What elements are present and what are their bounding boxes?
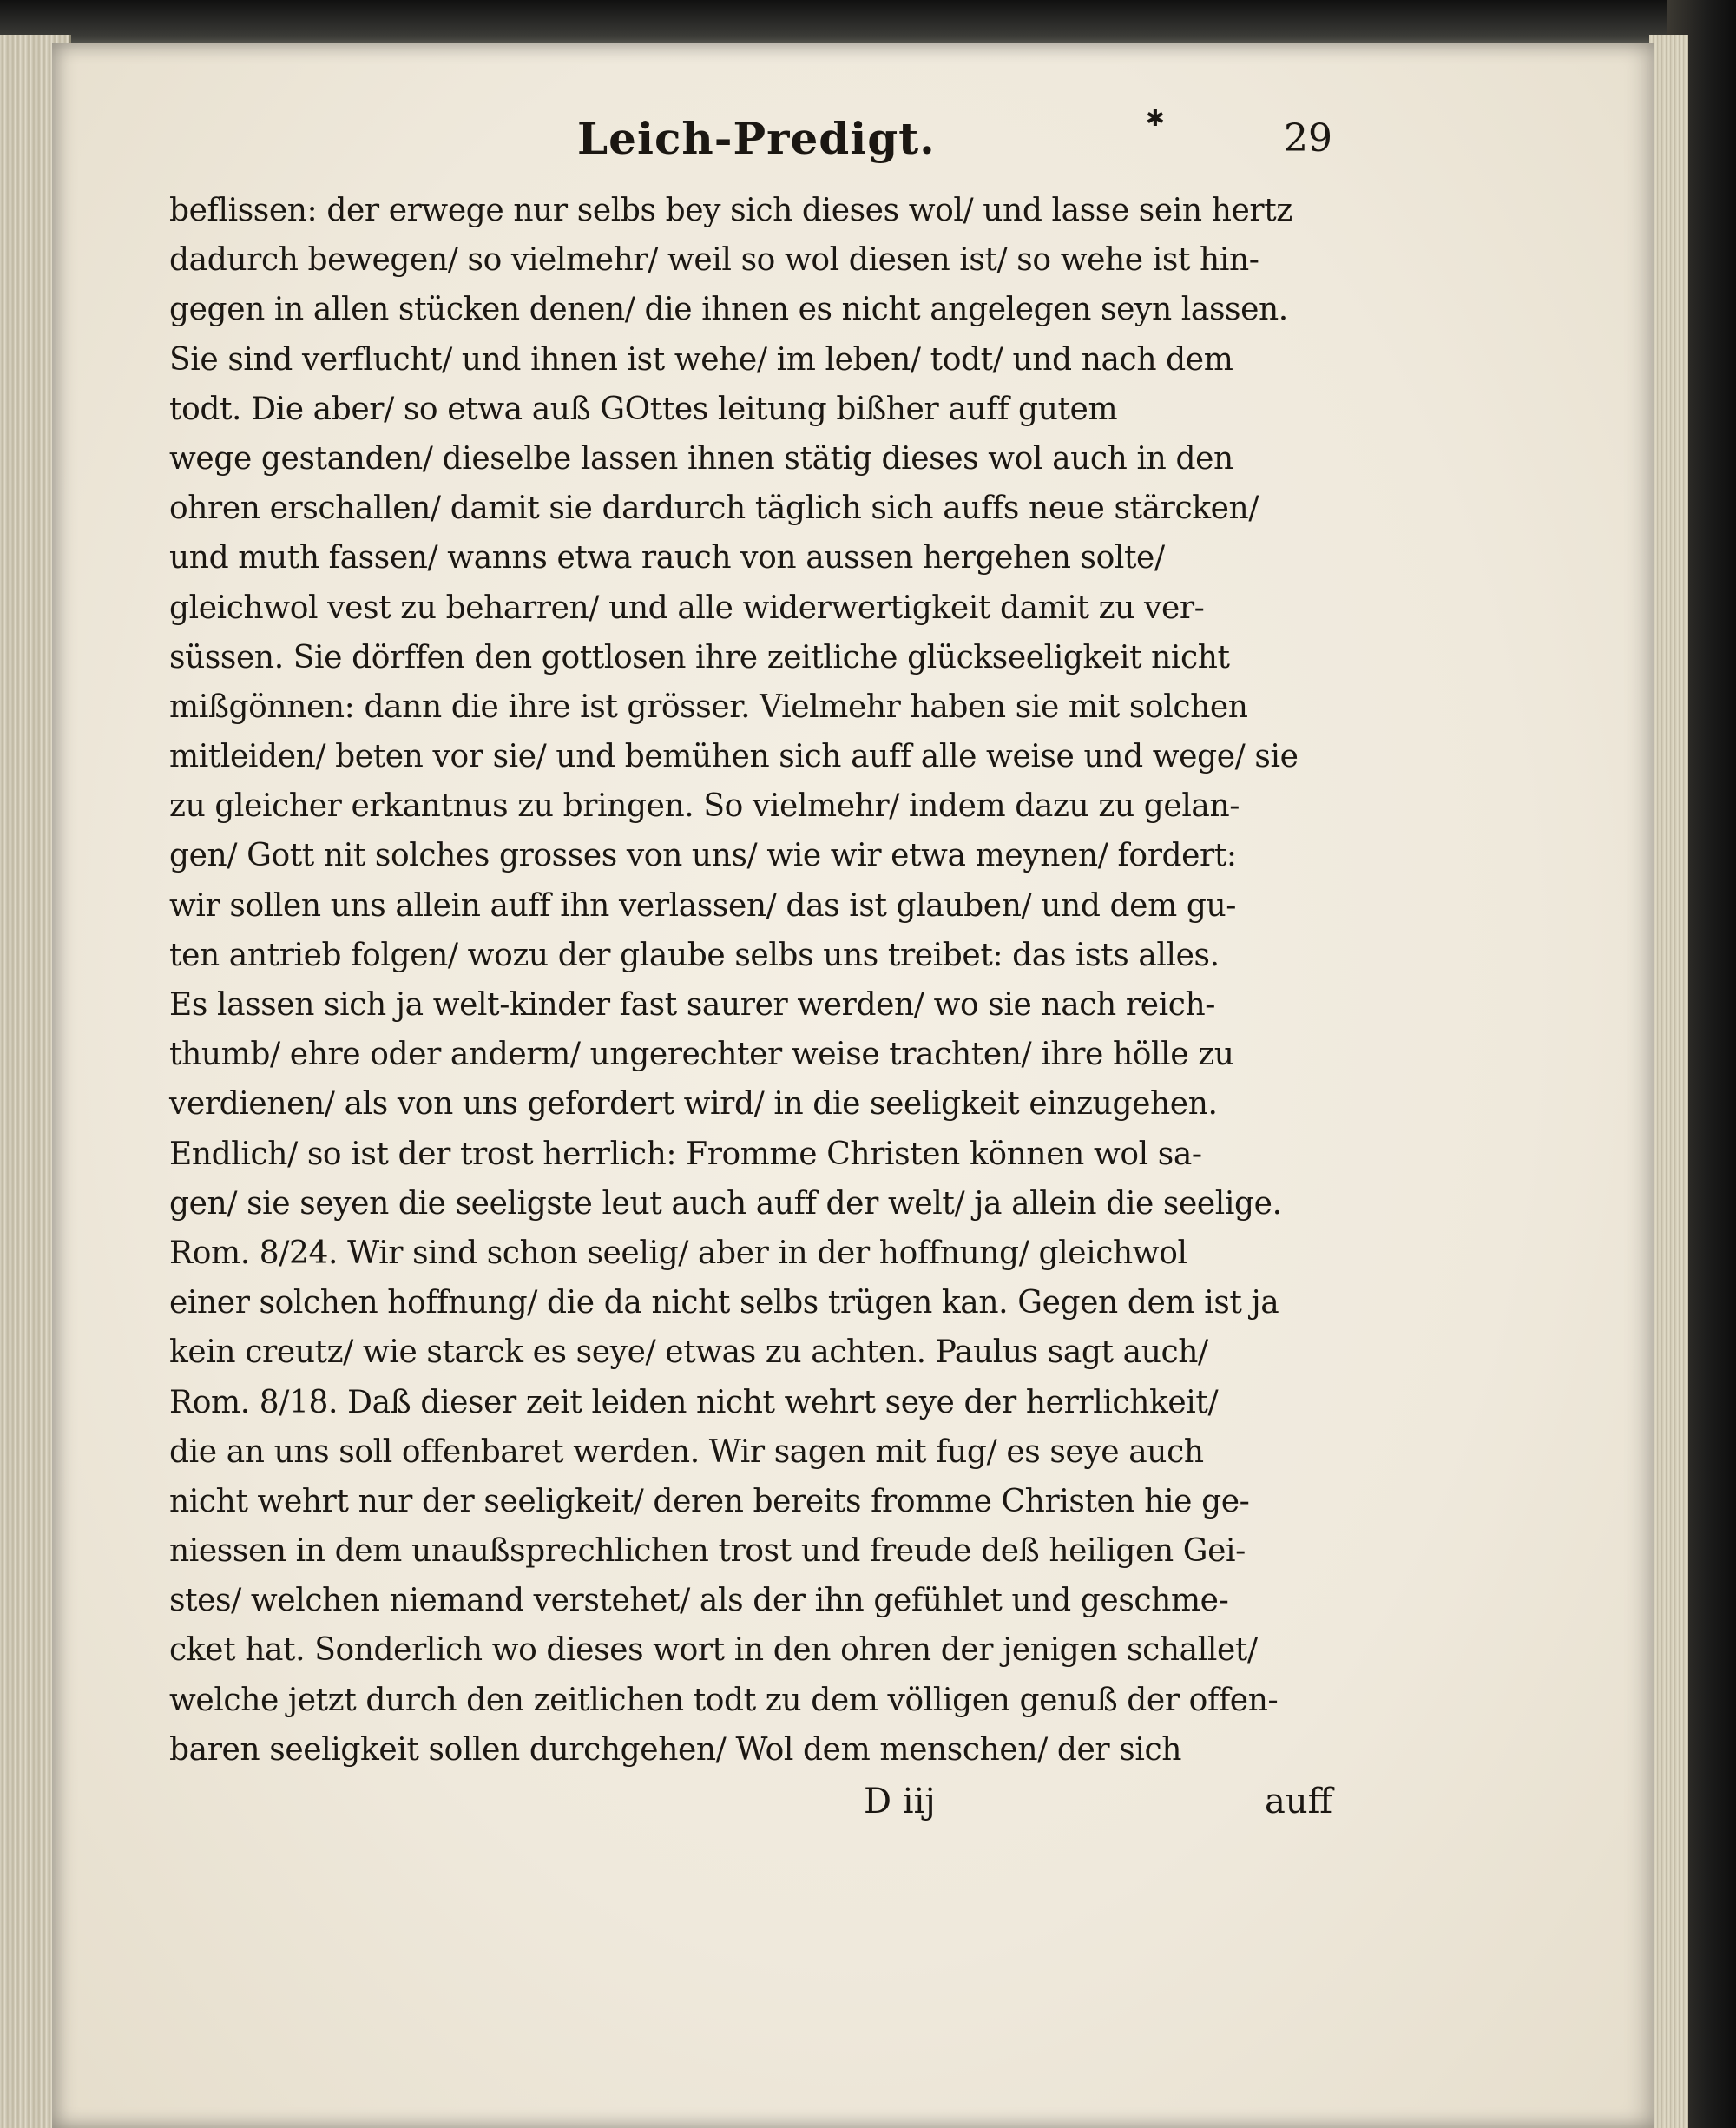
text-line: gleichwol vest zu beharren/ und alle widerwertigkeit damit zu ver- <box>169 590 1205 626</box>
text-line: baren seeligkeit sollen durchgehen/ Wol dem menschen/ der sich <box>169 1731 1182 1768</box>
text-line: gegen in allen stücken denen/ die ihnen es nicht angelegen seyn lassen. <box>169 292 1288 328</box>
text-line: ten antrieb folgen/ wozu der glaube selbs uns treibet: das ists alles. <box>169 937 1220 973</box>
text-line: kein creutz/ wie starck es seye/ etwas zu achten. Paulus sagt auch/ <box>169 1334 1208 1371</box>
page-stack-right <box>1649 35 1688 2128</box>
text-line: ohren erschallen/ damit sie dardurch täglich sich auffs neue stärcken/ <box>169 491 1259 527</box>
text-line: und muth fassen/ wanns etwa rauch von aussen hergehen solte/ <box>169 540 1165 576</box>
page-header <box>169 106 1332 182</box>
text-line: stes/ welchen niemand verstehet/ als der ihn gefühlet und geschme- <box>169 1583 1229 1619</box>
text-line: welche jetzt durch den zeitlichen todt zu dem völligen genuß der offen- <box>169 1682 1279 1718</box>
text-line: cket hat. Sonderlich wo dieses wort in den ohren der jenigen schallet/ <box>169 1632 1258 1669</box>
text-line: Endlich/ so ist der trost herrlich: Fromme Christen können wol sa- <box>169 1136 1202 1172</box>
text-line: gen/ Gott nit solches grosses von uns/ wie wir etwa meynen/ fordert: <box>169 838 1237 874</box>
signature-mark: D iij <box>864 1782 936 1822</box>
text-line: Es lassen sich ja welt-kinder fast saurer werden/ wo sie nach reich- <box>169 987 1216 1023</box>
text-line: todt. Die aber/ so etwa auß GOttes leitung bißher auff gutem <box>169 391 1118 427</box>
page-text-block <box>169 106 1332 1842</box>
text-line: beflissen: der erwege nur selbs bey sich dieses wol/ und lasse sein hertz <box>169 193 1292 228</box>
text-line: einer solchen hoffnung/ die da nicht selbs trügen kan. Gegen dem ist ja <box>169 1285 1279 1321</box>
body-text <box>169 186 1332 1775</box>
text-line: Rom. 8/24. Wir sind schon seelig/ aber in der hoffnung/ gleichwol <box>169 1235 1187 1271</box>
page-footer <box>169 1782 1332 1842</box>
text-line: verdienen/ als von uns gefordert wird/ in die seeligkeit einzugehen. <box>169 1086 1218 1123</box>
text-line: wege gestanden/ dieselbe lassen ihnen stätig dieses wol auch in den <box>169 440 1233 477</box>
text-line: Sie sind verflucht/ und ihnen ist wehe/ im leben/ todt/ und nach dem <box>169 341 1233 378</box>
text-line: thumb/ ehre oder anderm/ ungerechter weise trachten/ ihre hölle zu <box>169 1037 1234 1073</box>
text-line: mißgönnen: dann die ihre ist grösser. Vielmehr haben sie mit solchen <box>169 688 1248 725</box>
catchword: auff <box>1264 1782 1332 1822</box>
text-line: Rom. 8/18. Daß dieser zeit leiden nicht wehrt seye der herrlichkeit/ <box>169 1384 1219 1420</box>
page-number: 29 <box>1284 116 1332 161</box>
text-line: dadurch bewegen/ so vielmehr/ weil so wol diesen ist/ so wehe ist hin- <box>169 242 1259 279</box>
text-line: süssen. Sie dörffen den gottlosen ihre zeitliche glückseeligkeit nicht <box>169 639 1230 675</box>
running-head: Leich-Predigt. <box>577 113 936 164</box>
text-line: zu gleicher erkantnus zu bringen. So vielmehr/ indem dazu zu gelan- <box>169 788 1240 825</box>
text-line: gen/ sie seyen die seeligste leut auch auff der welt/ ja allein die seelige. <box>169 1185 1282 1222</box>
text-line: mitleiden/ beten vor sie/ und bemühen sich auff alle weise und wege/ sie <box>169 739 1299 775</box>
text-line: nicht wehrt nur der seeligkeit/ deren bereits fromme Christen hie ge- <box>169 1483 1250 1519</box>
text-line: die an uns soll offenbaret werden. Wir sagen mit fug/ es seye auch <box>169 1433 1204 1470</box>
text-line: niessen in dem unaußsprechlichen trost und freude deß heiligen Gei- <box>169 1533 1246 1570</box>
text-line: wir sollen uns allein auff ihn verlassen/ das ist glauben/ und dem gu- <box>169 887 1237 924</box>
ink-mark: ✱ <box>1146 106 1165 132</box>
